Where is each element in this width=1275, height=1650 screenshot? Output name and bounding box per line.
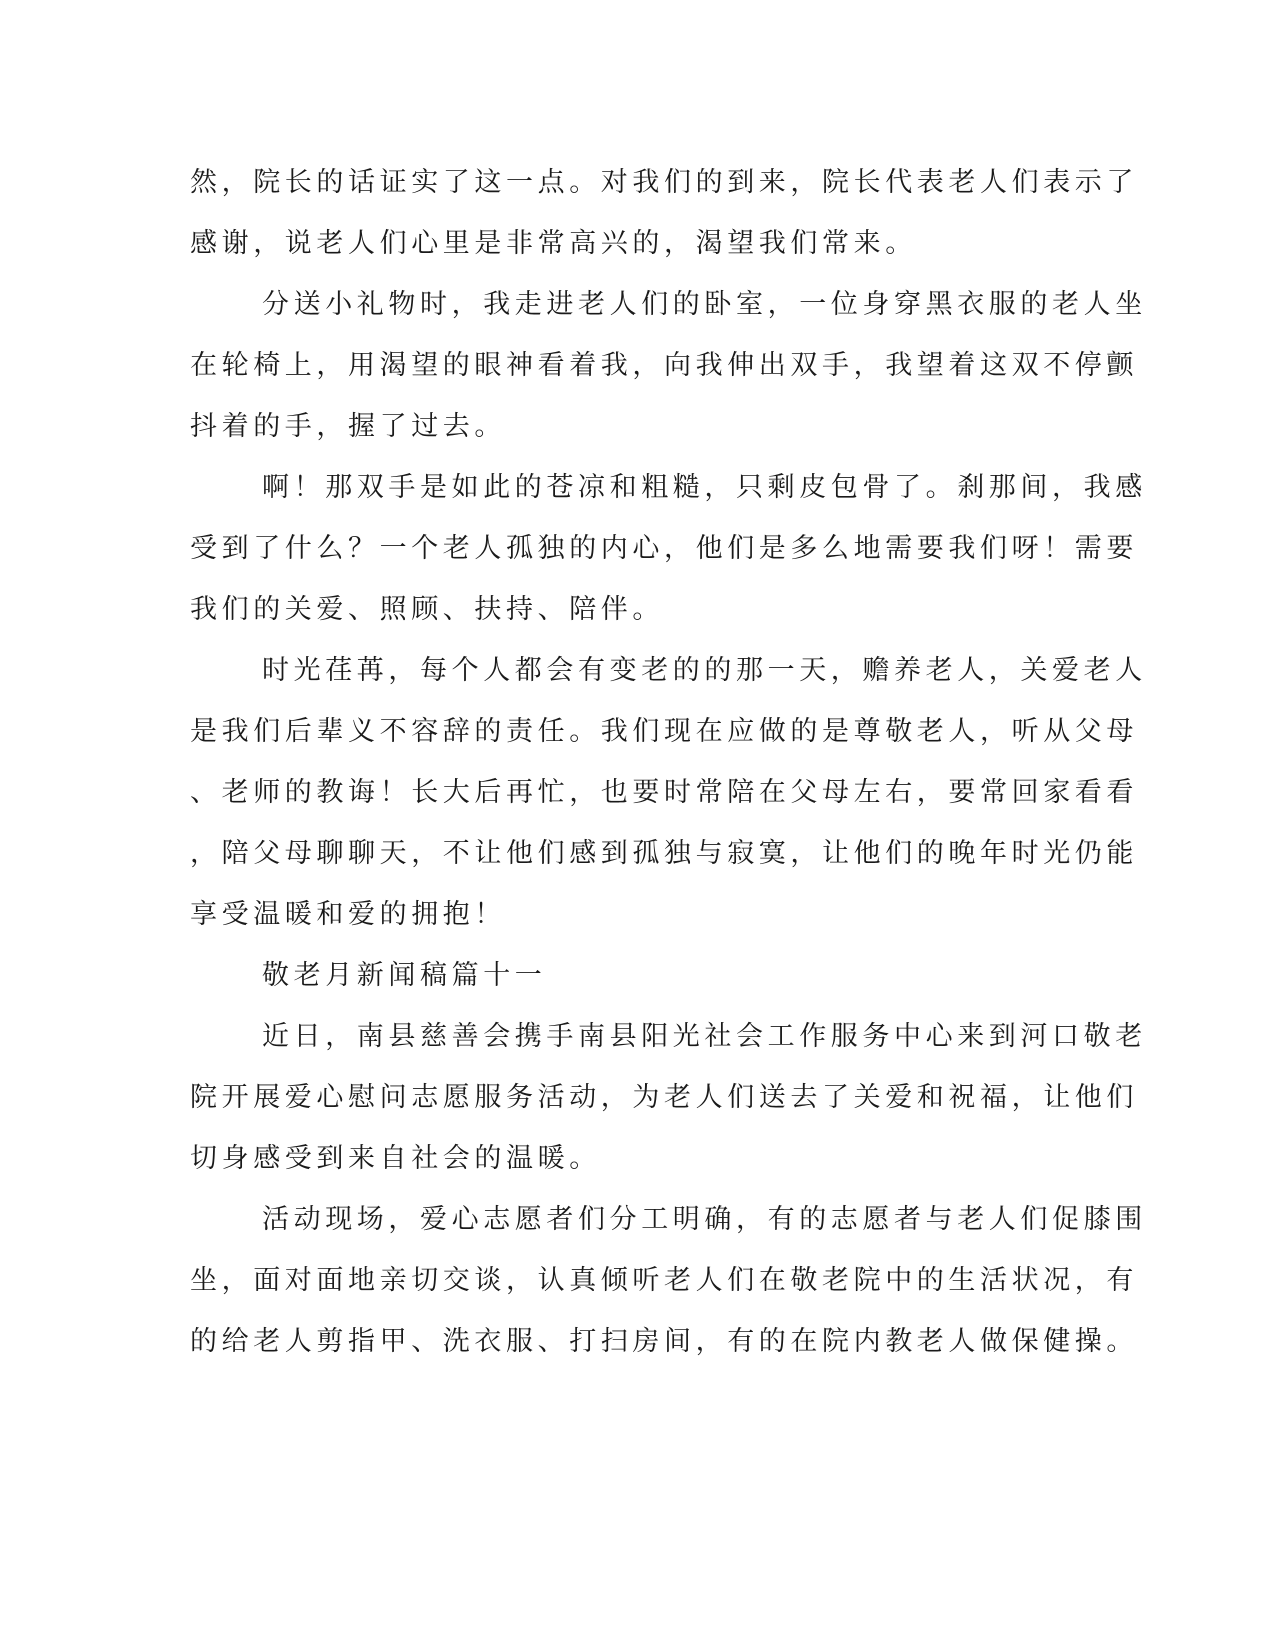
- text-line: 然，院长的话证实了这一点。对我们的到来，院长代表老人们表示了: [190, 167, 1138, 198]
- text-line: 坐，面对面地亲切交谈，认真倾听老人们在敬老院中的生活状况，有: [190, 1265, 1138, 1296]
- text-line: 我们的关爱、照顾、扶持、陪伴。: [190, 594, 664, 625]
- text-line: 享受温暖和爱的拥抱！: [190, 899, 506, 930]
- text-line: 、老师的教诲！长大后再忙，也要时常陪在父母左右，要常回家看看: [190, 777, 1138, 808]
- text-line: 是我们后辈义不容辞的责任。我们现在应做的是尊敬老人，听从父母: [190, 716, 1138, 747]
- paragraph-start-line: 活动现场，爱心志愿者们分工明确，有的志愿者与老人们促膝围: [262, 1204, 1147, 1235]
- text-line: 切身感受到来自社会的温暖。: [190, 1143, 601, 1174]
- paragraph-start-line: 时光荏苒，每个人都会有变老的的那一天，赡养老人，关爱老人: [262, 655, 1147, 686]
- text-line: 感谢，说老人们心里是非常高兴的，渴望我们常来。: [190, 228, 917, 259]
- document-body: [190, 152, 1147, 1372]
- text-line: 的给老人剪指甲、洗衣服、打扫房间，有的在院内教老人做保健操。: [190, 1326, 1138, 1357]
- text-line: 在轮椅上，用渴望的眼神看着我，向我伸出双手，我望着这双不停颤: [190, 350, 1138, 381]
- text-line: 受到了什么？一个老人孤独的内心，他们是多么地需要我们呀！需要: [190, 533, 1138, 564]
- paragraph-start-line: 分送小礼物时，我走进老人们的卧室，一位身穿黑衣服的老人坐: [262, 289, 1147, 320]
- paragraph-start-line: 啊！那双手是如此的苍凉和粗糙，只剩皮包骨了。刹那间，我感: [262, 472, 1147, 503]
- paragraph-start-line: 近日，南县慈善会携手南县阳光社会工作服务中心来到河口敬老: [262, 1021, 1147, 1052]
- text-line: 抖着的手，握了过去。: [190, 411, 506, 442]
- section-heading: 敬老月新闻稿篇十一: [262, 960, 547, 991]
- text-line: 院开展爱心慰问志愿服务活动，为老人们送去了关爱和祝福，让他们: [190, 1082, 1138, 1113]
- text-line: ，陪父母聊聊天，不让他们感到孤独与寂寞，让他们的晚年时光仍能: [190, 838, 1138, 869]
